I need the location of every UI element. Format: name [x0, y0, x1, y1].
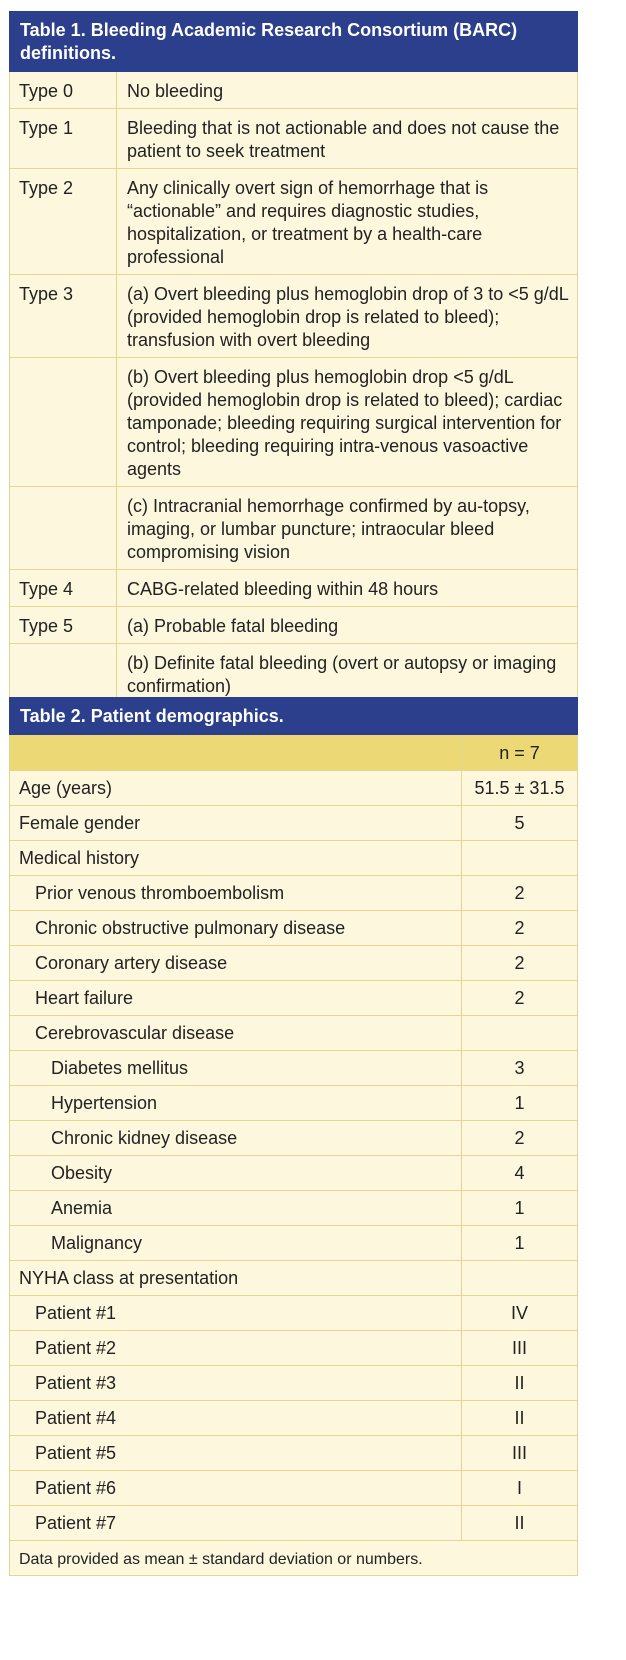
bleeding-type-label [10, 358, 117, 487]
demographic-label: Malignancy [10, 1226, 462, 1261]
table-row [10, 1191, 578, 1226]
nyha-class-value: III [462, 1331, 578, 1366]
table-row [10, 72, 578, 109]
table-row [10, 1331, 578, 1366]
nyha-class-value: III [462, 1436, 578, 1471]
demographic-label: Coronary artery disease [10, 946, 462, 981]
demographic-label: Anemia [10, 1191, 462, 1226]
table-row [10, 275, 578, 358]
table-row [10, 1401, 578, 1436]
demographic-value: 51.5 ± 31.5 [462, 771, 578, 806]
table-row [10, 1436, 578, 1471]
table-row [10, 109, 578, 169]
bleeding-type-definition: (a) Overt bleeding plus hemoglobin drop of 3 to <5 g/dL (provided hemoglobin drop is related to bleed); transfusion with overt bleeding [117, 275, 578, 358]
barc-definitions-table [9, 11, 578, 704]
table-row [10, 1156, 578, 1191]
demographic-value: 1 [462, 1226, 578, 1261]
section-label: Cerebrovascular disease [10, 1016, 462, 1051]
demographic-value: 1 [462, 1191, 578, 1226]
table-row [10, 1051, 578, 1086]
demographic-label: Chronic obstructive pulmonary disease [10, 911, 462, 946]
demographic-value [462, 1261, 578, 1296]
table-row [10, 358, 578, 487]
table1-caption: Table 1. Bleeding Academic Research Consortium (BARC) definitions. [10, 12, 578, 72]
bleeding-type-definition: (b) Overt bleeding plus hemoglobin drop <5 g/dL (provided hemoglobin drop is related to bleed); cardiac tamponade; bleeding requiring surgical intervention for control; bleeding requiring intra-venous vasoactive agents [117, 358, 578, 487]
demographic-value: 2 [462, 876, 578, 911]
demographic-label: Hypertension [10, 1086, 462, 1121]
bleeding-type-definition: CABG-related bleeding within 48 hours [117, 570, 578, 607]
demographic-value: 1 [462, 1086, 578, 1121]
demographic-label: Prior venous thromboembolism [10, 876, 462, 911]
demographic-value: 2 [462, 981, 578, 1016]
table-caption-row [10, 698, 578, 735]
bleeding-type-label: Type 1 [10, 109, 117, 169]
table-row [10, 570, 578, 607]
patient-label: Patient #2 [10, 1331, 462, 1366]
bleeding-type-label: Type 3 [10, 275, 117, 358]
table-row [10, 169, 578, 275]
bleeding-type-definition: (c) Intracranial hemorrhage confirmed by au-topsy, imaging, or lumbar puncture; intraocular bleed compromising vision [117, 487, 578, 570]
demographic-label: Obesity [10, 1156, 462, 1191]
nyha-class-value: II [462, 1401, 578, 1436]
demographic-value: 2 [462, 911, 578, 946]
demographic-value: 4 [462, 1156, 578, 1191]
bleeding-type-label: Type 2 [10, 169, 117, 275]
table-row [10, 1086, 578, 1121]
demographic-value: 5 [462, 806, 578, 841]
table-row [10, 1296, 578, 1331]
demographic-value [462, 841, 578, 876]
table-row [10, 487, 578, 570]
table-row [10, 1261, 578, 1296]
table-row [10, 1226, 578, 1261]
table-row [10, 1506, 578, 1541]
demographic-label: Chronic kidney disease [10, 1121, 462, 1156]
patient-label: Patient #6 [10, 1471, 462, 1506]
header-count: n = 7 [462, 735, 578, 771]
nyha-class-value: I [462, 1471, 578, 1506]
bleeding-type-definition: Bleeding that is not actionable and does not cause the patient to seek treatment [117, 109, 578, 169]
table2-footnote: Data provided as mean ± standard deviation or numbers. [10, 1541, 578, 1576]
demographic-value: 2 [462, 1121, 578, 1156]
patient-label: Patient #7 [10, 1506, 462, 1541]
table-header-row [10, 735, 578, 771]
demographic-label: Age (years) [10, 771, 462, 806]
patient-label: Patient #4 [10, 1401, 462, 1436]
bleeding-type-label: Type 4 [10, 570, 117, 607]
demographic-label: Female gender [10, 806, 462, 841]
bleeding-type-definition: (b) Definite fatal bleeding (overt or autopsy or imaging confirmation) [117, 644, 578, 704]
table2-caption: Table 2. Patient demographics. [10, 698, 578, 735]
patient-demographics-table [9, 697, 578, 1576]
bleeding-type-definition: Any clinically overt sign of hemorrhage that is “actionable” and requires diagnostic studies, hospitalization, or treatment by a health-care professional [117, 169, 578, 275]
section-label: Medical history [10, 841, 462, 876]
table-footnote-row [10, 1541, 578, 1576]
table-row [10, 946, 578, 981]
patient-label: Patient #3 [10, 1366, 462, 1401]
demographic-label: Heart failure [10, 981, 462, 1016]
table-row [10, 644, 578, 704]
demographic-value: 2 [462, 946, 578, 981]
table-row [10, 1366, 578, 1401]
demographic-value [462, 1016, 578, 1051]
table-row [10, 911, 578, 946]
bleeding-type-label [10, 644, 117, 704]
table-row [10, 876, 578, 911]
table-row [10, 607, 578, 644]
table-row [10, 1121, 578, 1156]
table-row [10, 806, 578, 841]
demographic-value: 3 [462, 1051, 578, 1086]
bleeding-type-definition: No bleeding [117, 72, 578, 109]
table-row [10, 771, 578, 806]
header-label [10, 735, 462, 771]
table-row [10, 1016, 578, 1051]
table-row [10, 841, 578, 876]
table-row [10, 1471, 578, 1506]
bleeding-type-label: Type 0 [10, 72, 117, 109]
table-row [10, 981, 578, 1016]
demographic-label: Diabetes mellitus [10, 1051, 462, 1086]
bleeding-type-label: Type 5 [10, 607, 117, 644]
bleeding-type-definition: (a) Probable fatal bleeding [117, 607, 578, 644]
nyha-class-value: II [462, 1506, 578, 1541]
nyha-class-value: IV [462, 1296, 578, 1331]
section-label: NYHA class at presentation [10, 1261, 462, 1296]
nyha-class-value: II [462, 1366, 578, 1401]
patient-label: Patient #1 [10, 1296, 462, 1331]
table-caption-row [10, 12, 578, 72]
bleeding-type-label [10, 487, 117, 570]
patient-label: Patient #5 [10, 1436, 462, 1471]
